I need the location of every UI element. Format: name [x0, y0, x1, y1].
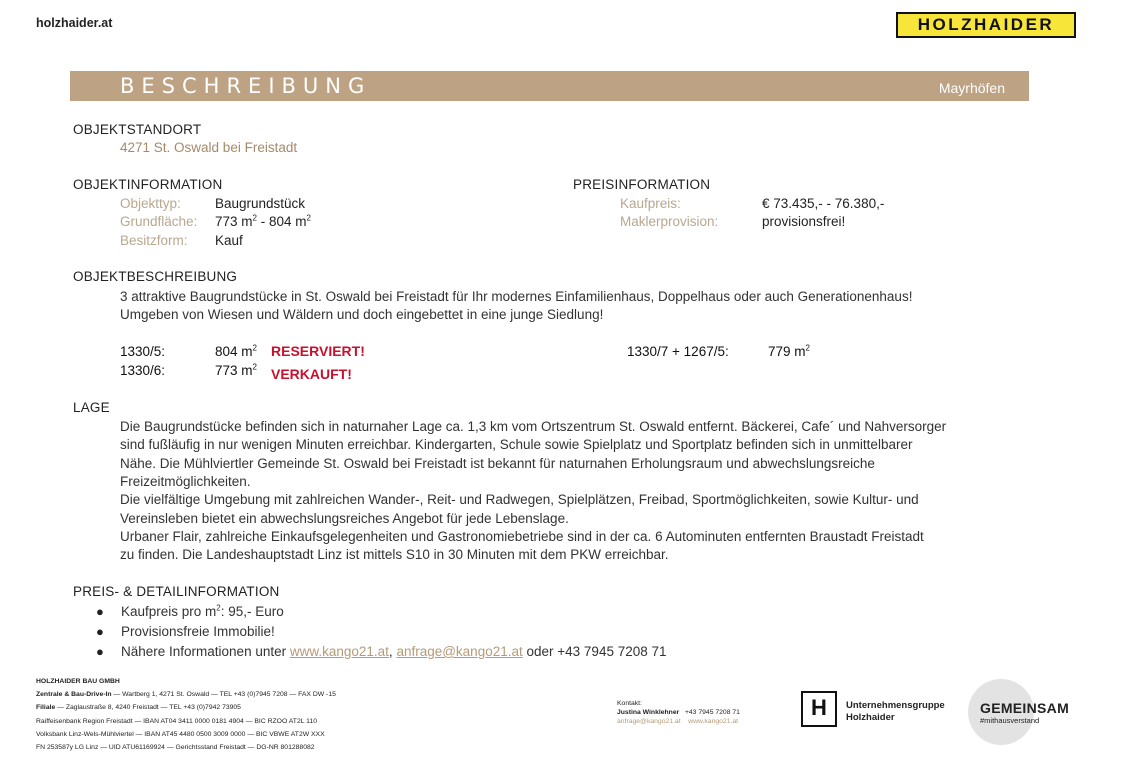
value-kaufpreis: € 73.435,- - 76.380,-: [762, 196, 885, 211]
beschreibung-line-2: Umgeben von Wiesen und Wäldern und doch eingebettet in eine junge Siedlung!: [120, 307, 604, 322]
footer-company-name: HOLZHAIDER BAU GMBH: [36, 678, 120, 685]
label-objekttyp: Objekttyp:: [120, 196, 181, 211]
lot-id: 1330/7 + 1267/5:: [627, 344, 729, 359]
bullet-icon: ●: [96, 604, 104, 619]
label-besitzform: Besitzform:: [120, 233, 188, 248]
value-besitzform: Kauf: [215, 233, 243, 248]
unternehmensgruppe-label: Unternehmensgruppe Holzhaider: [846, 700, 945, 723]
lot-status-badge: RESERVIERT!: [271, 343, 365, 359]
gemeinsam-hashtag: #mithausverstand: [980, 716, 1040, 725]
objektstandort-value: 4271 St. Oswald bei Freistadt: [120, 140, 298, 155]
label-kaufpreis: Kaufpreis:: [620, 196, 681, 211]
lot-id: 1330/5:: [120, 344, 166, 359]
lage-line: zu finden. Die Landeshauptstadt Linz ist mittels S10 in 30 Minuten mit dem PKW erreichbar.: [120, 547, 669, 562]
lot-status-badge: VERKAUFT!: [271, 366, 352, 382]
lot-size: 773 $m^2$: [215, 362, 257, 378]
lot-size: 804 $m^2$: [215, 343, 257, 359]
heading-lage: LAGE: [73, 400, 110, 415]
value-grundflaeche: 773 $m^2 - 804$ $m^2$: [215, 213, 311, 229]
footer-company-info: HOLZHAIDER BAU GMBH Zentrale & Bau-Drive-In — Wartberg 1, 4271 St. Oswald — TEL +43 (0)7945 7208 — FAX DW -15 Filiale — Zaglaustraße 8, 4240 Freistadt — TEL +43 (0)7942 73905 Raiffeisenbank Region Freistadt — IBAN AT04 3411 0000 0181 4904 — BIC RZOO AT2L 110 Volksbank Linz-Wels-Mühlviertel — IBAN AT45 4480 0500 3009 0000 — BIC VBWE AT2W XXX FN 253587y LG Linz — UID ATU61169924 — Gerichtsstand Freistadt — DG-NR 801288082: [36, 678, 336, 752]
footer-email[interactable]: anfrage@kango21.at: [617, 718, 681, 725]
lot-id: 1330/6:: [120, 363, 166, 378]
h-logo-icon: H: [801, 691, 837, 727]
lage-line: Vereinsleben bietet ein abwechslungsreiches Angebot für jede Lebenslage.: [120, 511, 569, 526]
lage-line: Die vielfältige Umgebung mit zahlreichen Wander-, Reit- und Radwegen, Spielplätzen, Freibad, Sportmöglichkeiten, sowie Kultur- und: [120, 492, 919, 507]
lage-line: Freizeitmöglichkeiten.: [120, 474, 251, 489]
beschreibung-line-1: 3 attraktive Baugrundstücke in St. Oswald bei Freistadt für Ihr modernes Einfamilienhaus, Doppelhaus oder auch Generationenhaus!: [120, 289, 913, 304]
heading-objektbeschreibung: OBJEKTBESCHREIBUNG: [73, 269, 238, 284]
footer-web[interactable]: www.kango21.at: [688, 718, 739, 725]
label-grundflaeche: Grundfläche:: [120, 214, 198, 229]
email-link[interactable]: anfrage@kango21.at: [396, 644, 523, 659]
bullet-kontakt-info: Nähere Informationen unter www.kango21.at, anfrage@kango21.at oder +43 7945 7208 71: [121, 644, 667, 659]
holzhaider-logo: HOLZHAIDER: [896, 12, 1076, 38]
lage-line: sind fußläufig in nur wenigen Minuten erreichbar. Kindergarten, Schule sowie Spielplatz und Sportplatz befinden sich in unmittelbarer: [120, 437, 913, 452]
bullet-icon: ●: [96, 644, 104, 659]
heading-preisinformation: PREISINFORMATION: [573, 177, 711, 192]
bullet-kaufpreis: Kaufpreis pro $m^2$: 95,- Euro: [121, 603, 284, 619]
heading-objektstandort: OBJEKTSTANDORT: [73, 122, 202, 137]
site-url: holzhaider.at: [36, 16, 113, 30]
bullet-icon: ●: [96, 624, 104, 639]
footer-kontakt: Kontakt: Justina Winklehner +43 7945 7208 71 anfrage@kango21.at www.kango21.at: [617, 700, 740, 725]
value-objekttyp: Baugrundstück: [215, 196, 306, 211]
value-maklerprovision: provisionsfrei!: [762, 214, 846, 229]
gemeinsam-logo: GEMEINSAM: [980, 700, 1070, 716]
heading-objektinformation: OBJEKTINFORMATION: [73, 177, 223, 192]
lage-line: Nähe. Die Mühlviertler Gemeinde St. Oswald bei Freistadt ist bekannt für naturnahen Erholungsraum und abwechslungsreiche: [120, 456, 875, 471]
label-maklerprovision: Maklerprovision:: [620, 214, 719, 229]
website-link[interactable]: www.kango21.at: [289, 644, 389, 659]
bullet-provisionsfrei: Provisionsfreie Immobilie!: [121, 624, 275, 639]
lage-line: Urbaner Flair, zahlreiche Einkaufsgelegenheiten und Gastronomiebetriebe sind in der ca. 6 Autominuten entfernten Braustadt Freistadt: [120, 529, 924, 544]
heading-preisdetail: PREIS- & DETAILINFORMATION: [73, 584, 280, 599]
banner-place: Mayrhöfen: [938, 80, 1005, 96]
lage-line: Die Baugrundstücke befinden sich in naturnaher Lage ca. 1,3 km vom Ortszentrum St. Oswald entfernt. Bäckerei, Cafe´ und Nahversorger: [120, 419, 947, 434]
lot-size: 779 $m^2$: [768, 343, 810, 359]
section-banner: [70, 71, 1029, 101]
banner-title: BESCHREIBUNG: [120, 74, 372, 98]
